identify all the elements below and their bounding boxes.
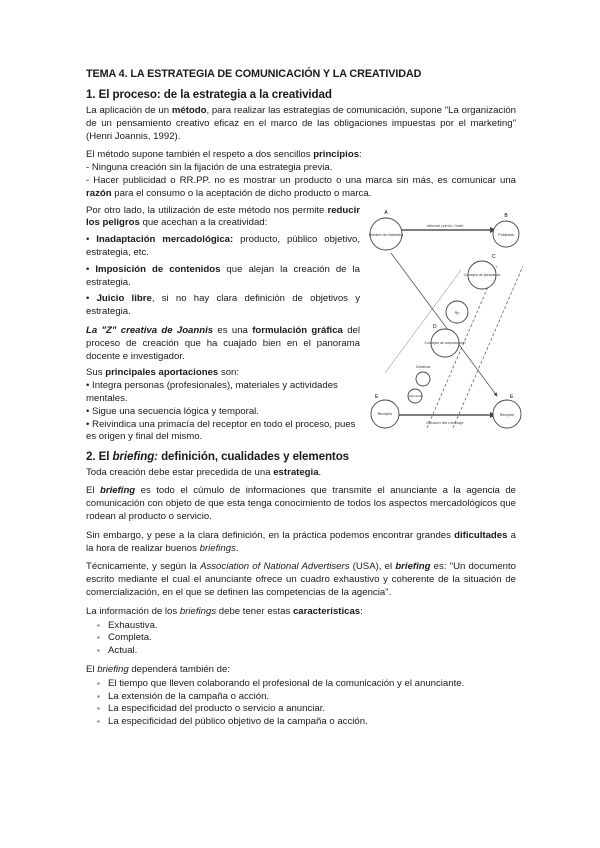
list-item: ▪ La extensión de la campaña o acción. — [108, 691, 516, 704]
principio-1: - Ninguna creación sin la fijación de una estrategia previa. — [86, 162, 333, 174]
node-creativos-label: Creativos — [415, 364, 431, 369]
node-d-letter: D — [433, 323, 437, 330]
node-b-label: Publicista — [498, 232, 514, 237]
paragraph-estrategia: Toda creación debe estar precedida de una estrategia. — [86, 466, 322, 478]
method-and-diagram — [86, 205, 516, 450]
aportacion-item: • Sigue una secuencia lógica y temporal. — [86, 405, 259, 417]
node-a-letter: A — [384, 209, 388, 216]
brief-arrow-label: Informe previo / brief — [426, 222, 464, 228]
paragraph-dependencias: El briefing dependerá también de: — [86, 663, 231, 675]
paragraph-briefing-def: El briefing es todo el cúmulo de informaciones que transmite el anunciante a la agencia de comunicación con objeto de que esta tenga conocimiento de todos los aspectos mercadológicos que rodean al producto o servicio. — [86, 485, 516, 522]
list-item: ▪ El tiempo que lleven colaborando el profesional de la comunicación y el anunciante. — [108, 678, 516, 691]
node-e-left-letter: E — [375, 393, 379, 400]
paragraph-caracteristicas: La información de los briefings debe tener estas características: — [86, 605, 363, 617]
z-creativa-diagram — [369, 208, 523, 433]
aportacion-item: • Integra personas (profesionales), materiales y actividades mentales. — [86, 380, 338, 404]
list-item: ▪ La especificidad del producto o servicio a anunciar. — [108, 703, 516, 716]
paragraph-ana: Técnicamente, y según la Association of National Advertisers (USA), el briefing es: "Un documento escrito mediante el cual el anunciante ofrece un cuadro exhaustivo y coherente de la situación de comercialización, en el que se definen las competencias de la agencia". — [86, 561, 516, 598]
peligro-item: • Juicio libre, si no hay clara definición de objetivos y estrategia. — [86, 293, 361, 318]
side-line — [385, 270, 461, 373]
list-item: ▪ Completa. — [108, 632, 516, 645]
document-title: TEMA 4. LA ESTRATEGIA DE COMUNICACIÓN Y LA CREATIVIDAD — [86, 68, 422, 80]
paragraph-principios: El método supone también el respeto a dos sencillos principios: — [86, 149, 362, 161]
node-c-label: Concepto de persuasión — [463, 272, 501, 277]
node-b-letter: B — [504, 212, 508, 219]
principio-2: - Hacer publicidad o RR.PP. no es mostrar un producto o una marca sin más, es comunicar una razón para el consumo o la aceptación de dicho producto o marca. — [86, 174, 516, 199]
peligro-item: • Imposición de contenidos que alejan la creación de la estrategia. — [86, 263, 360, 288]
paragraph-peligros: Por otro lado, la utilización de este método nos permite reducir los peligros que acechan a la creatividad: — [86, 204, 360, 229]
paragraph-dificultades: Sin embargo, y pese a la clara definición, en la práctica podemos encontrar grandes dificultades a la hora de realizar buenos briefings. — [86, 529, 516, 554]
method-column — [86, 205, 360, 445]
node-e-right-label: Receptor — [499, 412, 515, 417]
dependencias-list — [86, 678, 516, 729]
node-e-left-label: Receptor — [377, 411, 393, 416]
list-item: ▪ Exhaustiva. — [108, 620, 516, 633]
list-item: ▪ La especificidad del público objetivo de la campaña o acción. — [108, 716, 516, 729]
node-fabricacion-label: Fabricación — [407, 393, 423, 398]
paragraph-aportaciones: Sus principales aportaciones son: — [86, 367, 240, 379]
peligro-item: • Inadaptación mercadológica: producto, público objetivo, estrategia, etc. — [86, 234, 360, 258]
paragraph-z-creativa: La "Z" creativa de Joannis es una formulación gráfica del proceso de creación que ha cuajado bien en el panorama docente e investigador. — [86, 324, 361, 362]
page-content — [86, 68, 516, 735]
caracteristicas-list — [86, 620, 516, 658]
node-a-label: Hombre de marketing — [369, 232, 404, 237]
node-e-right-letter: E — [510, 393, 514, 400]
section-2-heading: 2. El briefing: definición, cualidades y elementos — [86, 449, 350, 463]
difusion-arrow-label: Difusión del mensaje — [426, 419, 464, 425]
aportacion-item: • Reivindica una primacía del receptor en todo el proceso, pues es origen y final del mismo. — [86, 418, 356, 443]
section-1-heading: 1. El proceso: de la estrategia a la creatividad — [86, 88, 332, 101]
node-c-letter: C — [492, 253, 496, 260]
list-item: ▪ Actual. — [108, 645, 516, 658]
node-d-label: Concepto de comunicación — [424, 340, 466, 345]
node-creativos — [416, 372, 430, 386]
paragraph-metodo: La aplicación de un método, para realizar las estrategias de comunicación, supone "La organización de un pensamiento creativo eficaz en el marco de las obligaciones impuestas por el marketing" (Henri Joannis, 1992). — [86, 105, 517, 142]
node-rp-label: Rp — [454, 309, 460, 315]
